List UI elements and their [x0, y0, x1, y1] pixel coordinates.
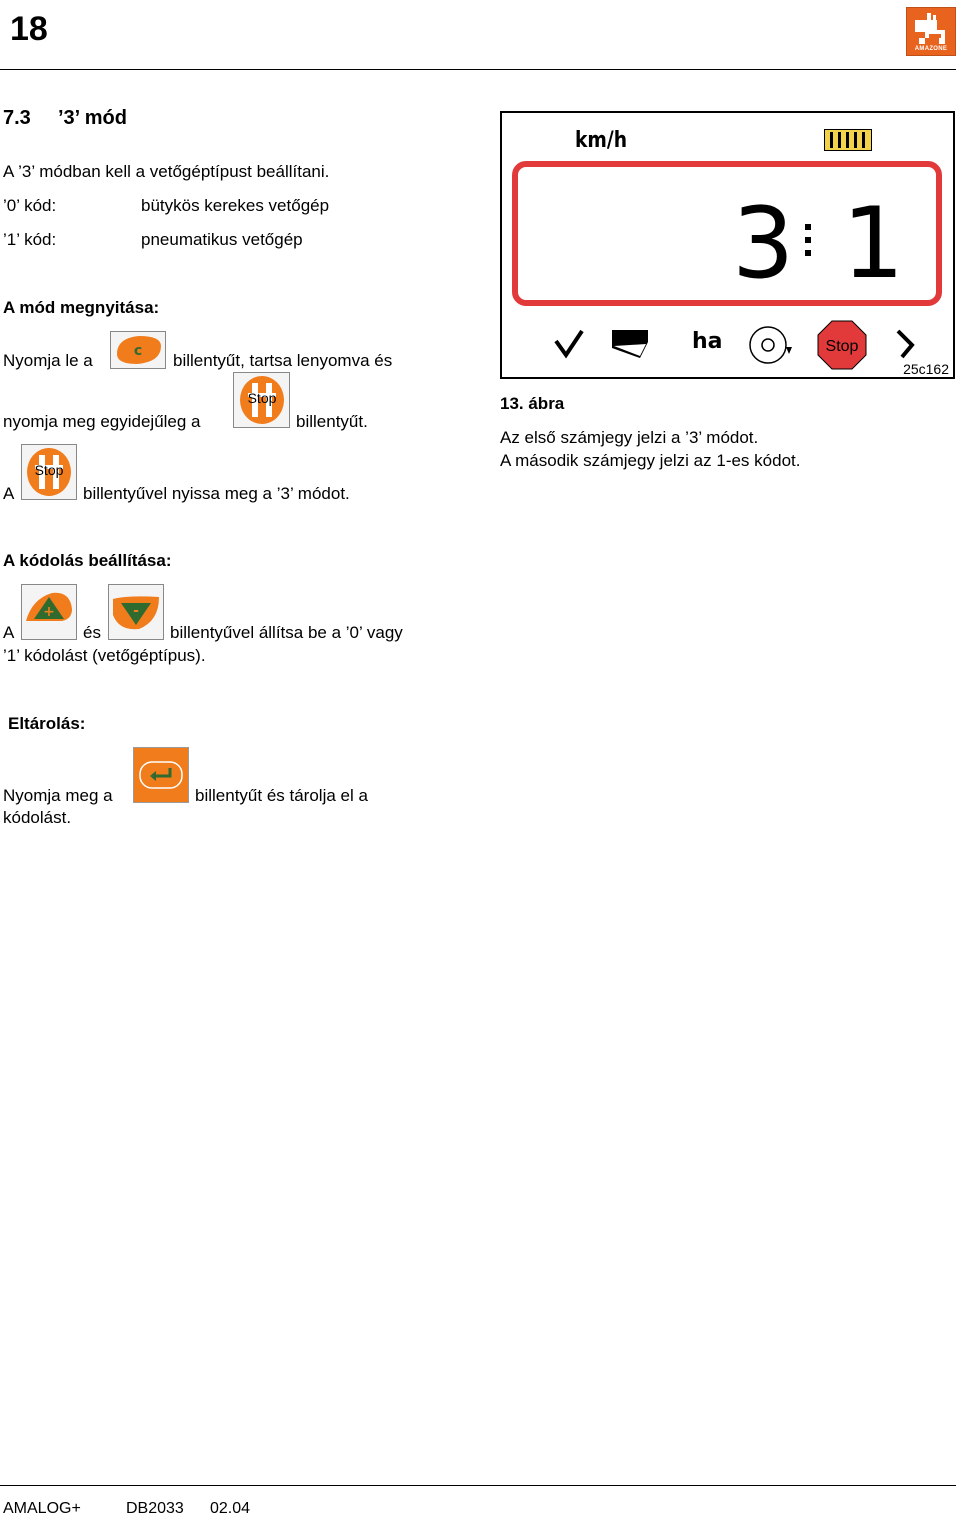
open-line2-b: billentyűt.	[296, 412, 368, 431]
figure-caption-line2: A második számjegy jelzi az 1-es kódot.	[500, 451, 801, 470]
open-line2-a: nyomja meg egyidejűleg a	[3, 412, 201, 431]
minus-key-icon	[108, 584, 164, 640]
ha-label: ha	[692, 329, 723, 354]
storing-line2: kódolást.	[3, 808, 72, 827]
storing-heading: Eltárolás:	[8, 714, 86, 733]
stop-sign-icon	[816, 319, 868, 371]
coding-heading: A kódolás beállítása:	[3, 551, 172, 570]
open-line3-a: A	[3, 484, 15, 503]
code-0-label: ’0’ kód:	[3, 196, 57, 215]
storing-line1-a: Nyomja meg a	[3, 786, 113, 805]
header-rule	[0, 69, 956, 70]
minus-key-label: -	[133, 603, 139, 619]
open-mode-heading: A mód megnyitása:	[3, 298, 160, 317]
footer-product: AMALOG+	[3, 1500, 81, 1517]
code-1-desc: pneumatikus vetőgép	[141, 230, 303, 249]
figure-caption-line1: Az első számjegy jelzi a ’3’ módot.	[500, 428, 759, 447]
coding-line1-a: A	[3, 623, 15, 642]
figure-caption-title: 13. ábra	[500, 394, 565, 413]
kmh-label: km/h	[575, 128, 628, 153]
coding-line2: ’1’ kódolást (vetőgéptípus).	[3, 646, 206, 665]
coding-line1-c: billentyűvel állítsa be a ’0’ vagy	[170, 623, 403, 642]
rotation-icon	[746, 323, 796, 367]
mode-digit: 3	[732, 187, 795, 301]
row-marker-icon	[824, 129, 872, 151]
intro-text: A ’3’ módban kell a vetőgéptípust beállítani.	[3, 162, 330, 181]
footer-date: 02.04	[210, 1500, 251, 1517]
code-0-desc: bütykös kerekes vetőgép	[141, 196, 330, 215]
code-1-label: ’1’ kód:	[3, 230, 57, 249]
stop-sign-label: Stop	[825, 338, 859, 355]
footer-rule	[0, 1485, 956, 1486]
stop-key-icon-2	[21, 444, 77, 500]
amazone-logo	[906, 7, 956, 56]
c-key-label: c	[133, 343, 143, 359]
stop-key-label-2: Stop	[34, 462, 64, 478]
open-line3-b: billentyűvel nyissa meg a ’3’ módot.	[83, 484, 350, 503]
section-number: 7.3	[3, 107, 31, 129]
plus-key-icon	[21, 584, 77, 640]
open-line1-a: Nyomja le a	[3, 351, 93, 370]
plus-key-label: +	[43, 604, 55, 620]
lcd-display	[512, 161, 942, 306]
page-number: 18	[10, 10, 48, 48]
open-line1-b: billentyűt, tartsa lenyomva és	[173, 351, 393, 370]
check-icon	[552, 327, 588, 359]
storing-line1-b: billentyűt és tárolja el a	[195, 786, 368, 805]
c-key-icon	[110, 331, 166, 369]
check-right-icon	[894, 327, 930, 359]
stop-key-label: Stop	[247, 390, 277, 406]
hopper-icon	[610, 328, 650, 360]
separator-dots	[805, 224, 811, 263]
display-figure	[500, 111, 955, 379]
logo-text: AMAZONE	[914, 46, 948, 52]
code-digit: 1	[842, 187, 905, 301]
figure-ref-code: 25c162	[903, 361, 949, 377]
enter-key-icon	[133, 747, 189, 803]
footer-doc: DB2033	[126, 1500, 184, 1517]
section-title: ’3’ mód	[58, 107, 127, 129]
coding-line1-b: és	[83, 623, 101, 642]
stop-key-icon	[233, 372, 290, 428]
